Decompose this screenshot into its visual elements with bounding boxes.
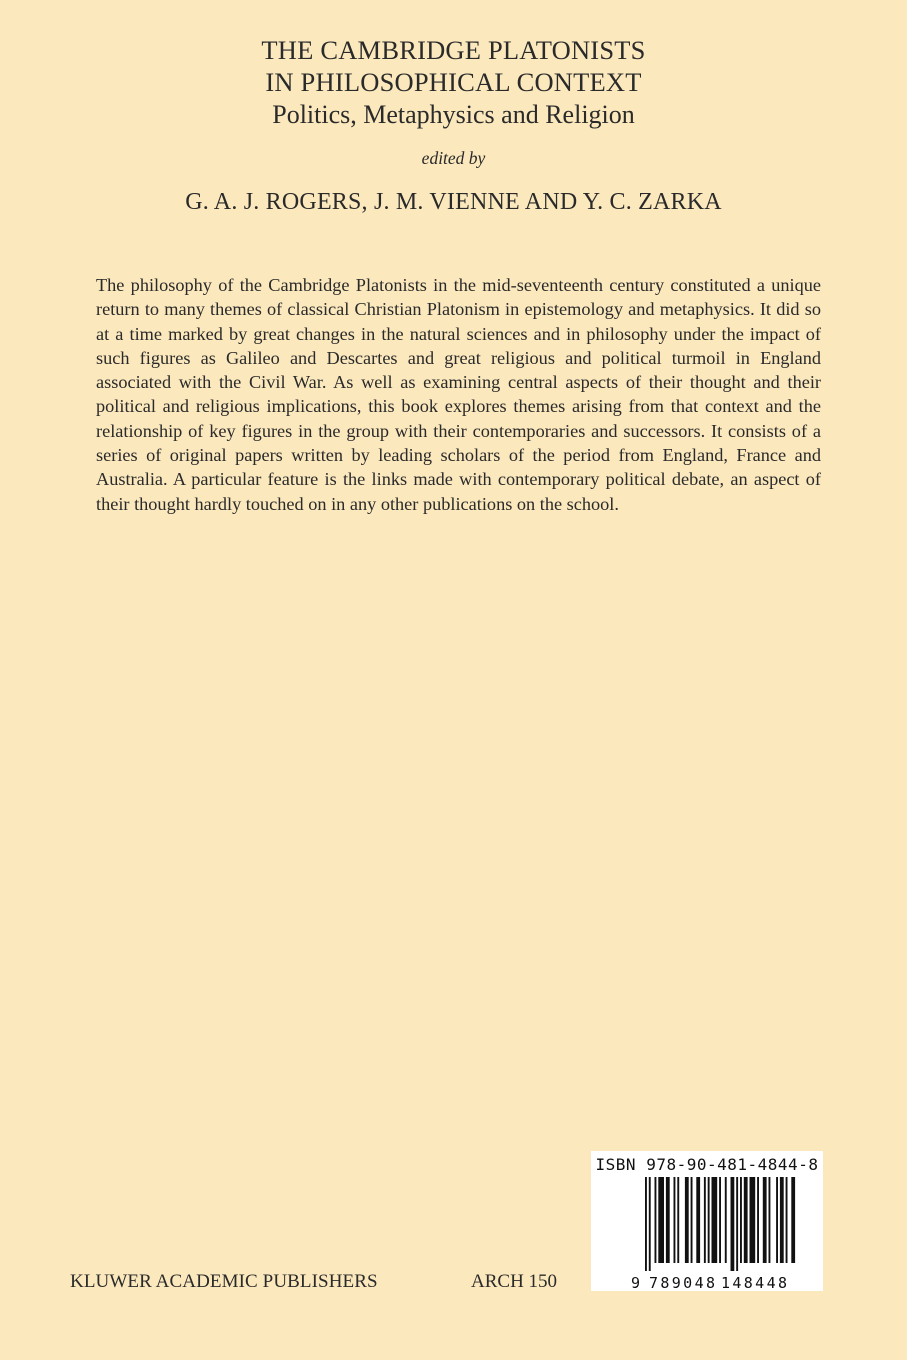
barcode-bar: [786, 1177, 788, 1263]
barcode-bar: [677, 1177, 679, 1263]
barcode-digits-left: 789048: [649, 1274, 715, 1291]
barcode-bar: [696, 1177, 700, 1263]
barcode-bar: [791, 1177, 795, 1263]
barcode-bar: [740, 1177, 742, 1263]
isbn-barcode: [591, 1151, 823, 1291]
barcode-bar: [719, 1177, 721, 1263]
book-title-line-2: IN PHILOSOPHICAL CONTEXT: [265, 67, 642, 97]
barcode-bar: [769, 1177, 771, 1263]
barcode-bar: [658, 1177, 664, 1263]
book-description: The philosophy of the Cambridge Platonists in the mid-seventeenth century constituted a unique return to many themes of classical Christian Platonism in epistemology and metaphysics. It did so at a time marked by great changes in the natural sciences and in philosophy under the impact of such figures as Galileo and Descartes and great religious and political turmoil in England associated with the Civil War. As well as examining central aspects of their thought and their political and religious implications, this book explores themes arising from that context and the relationship of key figures in the group with their contemporaries and successors. It consists of a series of original papers written by leading scholars of the period from England, France and Australia. A particular feature is the links made with contemporary political debate, an aspect of their thought hardly touched on in any other publications on the school.: [96, 275, 821, 514]
series-number: ARCH 150: [471, 1271, 558, 1292]
barcode-bar: [655, 1177, 657, 1263]
barcode-bar: [744, 1177, 748, 1263]
publisher-name: KLUWER ACADEMIC PUBLISHERS: [70, 1271, 378, 1292]
barcode-bar: [645, 1177, 647, 1271]
barcode-bar: [674, 1177, 676, 1263]
barcode-bar: [649, 1177, 651, 1271]
editors-names: G. A. J. ROGERS, J. M. VIENNE AND Y. C. ZARKA: [185, 189, 722, 215]
barcode-bars: [645, 1177, 795, 1271]
barcode-bar: [685, 1177, 689, 1263]
barcode-bar: [757, 1177, 759, 1263]
book-subtitle: Politics, Metaphysics and Religion: [272, 100, 635, 129]
barcode-bar: [776, 1177, 778, 1263]
edited-by-label: edited by: [421, 148, 486, 168]
book-title-line-1: THE CAMBRIDGE PLATONISTS: [261, 35, 646, 65]
barcode-bar: [736, 1177, 738, 1271]
barcode-bar: [780, 1177, 784, 1263]
barcode-graphic: [591, 1175, 823, 1291]
barcode-bar: [704, 1177, 706, 1263]
barcode-bar: [731, 1177, 735, 1271]
barcode-bar: [763, 1177, 767, 1263]
barcode-bar: [712, 1177, 718, 1263]
barcode-bar: [691, 1177, 693, 1263]
isbn-label: ISBN 978-90-481-4844-8: [595, 1155, 819, 1174]
barcode-digit-first: 9: [631, 1274, 641, 1291]
title-block: [0, 34, 907, 131]
barcode-bar: [725, 1177, 727, 1263]
barcode-bar: [750, 1177, 756, 1263]
barcode-bar: [666, 1177, 670, 1263]
barcode-bar: [708, 1177, 710, 1263]
barcode-digits-right: 148448: [721, 1274, 787, 1291]
